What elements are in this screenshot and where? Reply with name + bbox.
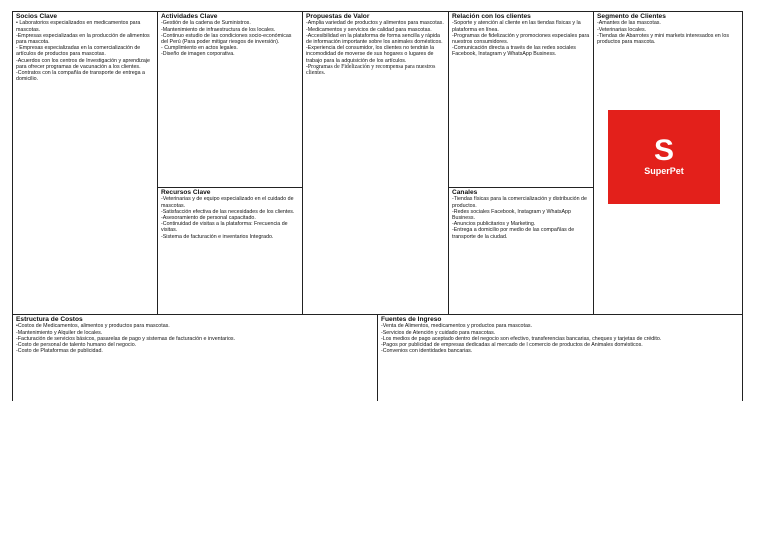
- list-item: -Costo de personal de talento humano del negocio.: [16, 342, 137, 349]
- key-activities-block: [157, 11, 303, 188]
- key-partners-title: Socios Clave: [16, 13, 58, 20]
- list-item: -Asesoramiento de personal capacitado.: [161, 215, 256, 222]
- list-item: •Costos de Medicamentos, alimentos y productos para mascotas.: [16, 323, 170, 330]
- list-item: -Veterinarias locales.: [597, 26, 647, 33]
- list-item: -Amplia variedad de productos y alimentos para mascotas.: [306, 20, 444, 27]
- revenue-streams-list: [381, 323, 739, 354]
- list-item: -Acuerdos con los centros de Investigación y aprendizaje para ofrecer programas de vacunación a los clientes.: [16, 57, 150, 70]
- key-partners-list: [16, 20, 154, 82]
- key-activities-list: [161, 20, 299, 57]
- list-item: -Los medios de pago aceptado dentro del negocio son efectivo, transferencias bancarias, cheques y tarjetas de crédito.: [381, 335, 662, 342]
- list-item: -Tiendas de Abarrotes y mini markets interesados en los productos para mascota.: [597, 32, 729, 46]
- list-item: -Contratos con la compañía de transporte de entrega a domicilio.: [16, 70, 145, 83]
- key-resources-title: Recursos Clave: [161, 189, 211, 196]
- value-proposition-block: [302, 11, 449, 315]
- list-item: -Programas de fidelización y promociones especiales para nuestros consumidores.: [452, 32, 590, 46]
- list-item: -Tiendas físicas para la comercialización y distribución de productos.: [452, 196, 587, 209]
- list-item: -Experiencia del consumidor, los clientes no tendrán la incomodidad de moverse de sus hogares o lugares de trabajo para la adquisición de los artículos.: [306, 45, 435, 64]
- list-item: -Pagos por publicidad de empresas dedicadas al mercado de l comercio de productos de Animales domésticos.: [381, 342, 643, 349]
- customer-relationships-block: [448, 11, 594, 188]
- list-item: -Sistema de facturación e inventarios Integrado.: [161, 233, 274, 240]
- list-item: -Servicios de Atención y cuidado para mascotas.: [381, 329, 496, 336]
- cost-structure-title: Estructura de Costos: [16, 316, 83, 323]
- customer-segments-block: [593, 11, 743, 315]
- list-item: -Satisfacción efectiva de las necesidades de los clientes.: [161, 208, 295, 215]
- key-resources-block: [157, 187, 303, 315]
- customer-segments-title: Segmento de Clientes: [597, 13, 666, 20]
- list-item: -Mantenimiento y Alquiler de locales.: [16, 329, 103, 336]
- superpet-logo-letter: S: [653, 134, 674, 167]
- key-resources-list: [161, 196, 299, 239]
- list-item: -Programas de Fidelización y recompensa para nuestros clientes.: [306, 63, 436, 77]
- customer-relationships-title: Relación con los clientes: [452, 13, 531, 20]
- list-item: -Anuncios publicitarios y Marketing.: [452, 221, 536, 228]
- customer-segments-list: [597, 20, 739, 45]
- list-item: -Amantes de las mascotas.: [597, 20, 661, 27]
- list-item: -Diseño de imagen corporativa.: [161, 51, 235, 58]
- list-item: - Empresas especializadas en la comercialización de artículos de productos para mascotas.: [16, 45, 141, 58]
- list-item: -Accesibilidad en la plataforma de forma sencilla y rápida de información importante sobre los animales domésticos.: [306, 32, 443, 46]
- revenue-streams-title: Fuentes de Ingreso: [381, 316, 442, 323]
- list-item: -Comunicación directa a través de las redes sociales Facebook, Instagram y WhatsApp Business.: [452, 45, 576, 58]
- key-partners-block: [12, 11, 158, 315]
- superpet-logo-name: SuperPet: [644, 166, 684, 176]
- list-item: -Costo de Plataformas de publicidad.: [16, 348, 103, 355]
- customer-relationships-list: [452, 20, 590, 57]
- list-item: -Continuo estudio de las condiciones socio-económicas del Perú (Para poder mitigar riesgos de inversión).: [161, 32, 292, 46]
- list-item: • Laboratorios especializados en medicamentos para mascotas.: [16, 20, 141, 33]
- list-item: -Veterinarias y de equipo especializado en el cuidado de mascotas.: [161, 196, 294, 209]
- channels-title: Canales: [452, 189, 478, 196]
- list-item: -Soporte y atención al cliente en las tiendas físicas y la plataforma en línea.: [452, 20, 581, 33]
- list-item: -Mantenimiento de infraestructura de los locales.: [161, 26, 276, 33]
- list-item: -Redes sociales Facebook, Instagram y WhatsApp Business.: [452, 208, 571, 222]
- cost-structure-block: [12, 314, 378, 401]
- cost-structure-list: [16, 323, 374, 354]
- list-item: -Venta de Alimentos, medicamentos y productos para mascotas.: [381, 323, 533, 330]
- list-item: -Facturación de servicios básicos, pasarelas de pago y sistemas de facturación e inventarios.: [16, 335, 236, 342]
- value-proposition-title: Propuestas de Valor: [306, 13, 370, 20]
- key-activities-title: Actividades Clave: [161, 13, 218, 20]
- list-item: - Cumplimiento en actos legales.: [161, 45, 238, 52]
- list-item: -Empresas especializadas en la producción de alimentos para mascota.: [16, 32, 150, 46]
- list-item: -Gestión de la cadena de Suministros.: [161, 20, 251, 27]
- channels-list: [452, 196, 590, 239]
- value-proposition-list: [306, 20, 445, 76]
- list-item: -Entrega a domicilio por medio de las compañías de transporte de la ciudad.: [452, 227, 575, 240]
- channels-block: [448, 187, 594, 315]
- superpet-logo: [608, 110, 720, 204]
- business-model-canvas: [12, 11, 743, 401]
- list-item: -Continuidad de visitas a la plataforma: Frecuencia de visitas.: [161, 221, 288, 234]
- list-item: -Medicamentos y servicios de calidad para mascotas.: [306, 26, 432, 33]
- revenue-streams-block: [377, 314, 743, 401]
- list-item: -Convenios con identidades bancarias.: [381, 348, 473, 355]
